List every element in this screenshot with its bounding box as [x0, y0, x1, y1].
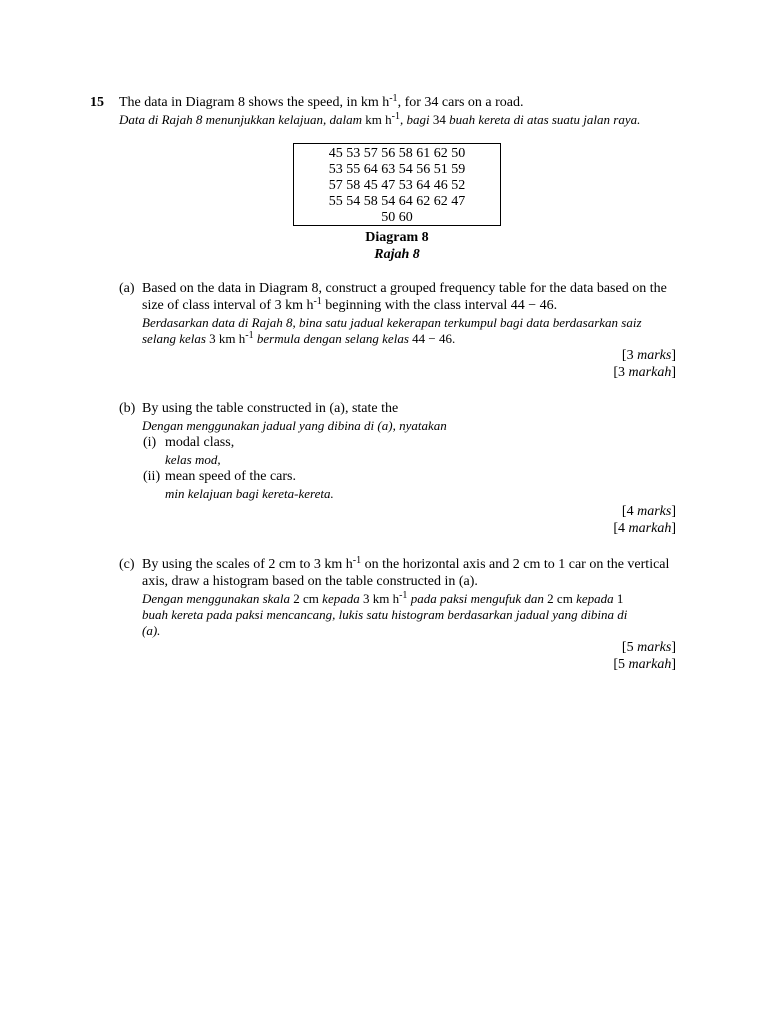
data-row: 45 53 57 56 58 61 62 50 — [328, 146, 466, 161]
part-b-item-malay: kelas mod, — [165, 452, 221, 467]
intro-english: The data in Diagram 8 shows the speed, in km $h^{-1}$, for 34 cars on a road. — [119, 93, 524, 110]
part-a-english-line1: Based on the data in Diagram 8, construct a grouped frequency table for the data based on the — [142, 281, 667, 296]
part-c-malay-line1: Dengan menggunakan skala 2 cm kepada 3 km $h^{-1}$ pada paksi mengufuk dan 2 cm kepada 1 — [142, 590, 624, 606]
part-b-item-english: modal class, — [165, 435, 235, 450]
data-row: 53 55 64 63 54 56 51 59 — [328, 162, 466, 177]
part-b-item-malay: min kelajuan bagi kereta-kereta. — [165, 486, 334, 501]
part-c-english-line2: axis, draw a histogram based on the table constructed in (a). — [142, 574, 478, 589]
part-b-english: By using the table constructed in (a), state the — [142, 401, 399, 416]
part-a-english-line2: size of class interval of 3 km $h^{-1}$ beginning with the class interval 44 − 46. — [142, 296, 558, 313]
question-number: 15 — [90, 95, 104, 110]
part-c-english-line1: By using the scales of 2 cm to 3 km $h^{-1}$ on the horizontal axis and 2 cm to 1 car on the vertical — [142, 555, 670, 572]
part-c-label: (c) — [119, 557, 135, 572]
part-c-malay-line2: buah kereta pada paksi mencancang, lukis satu histogram berdasarkan jadual yang dibina di — [142, 607, 628, 622]
part-b-item-label: (ii) — [143, 469, 161, 484]
part-a-malay-line1: Berdasarkan data di Rajah 8, bina satu jadual kekerapan terkumpul bagi data berdasarkan saiz — [142, 315, 642, 330]
part-a-malay-line2: selang kelas 3 km $h^{-1}$ bermula dengan selang kelas 44 − 46. — [142, 330, 456, 346]
part-b-item-english: mean speed of the cars. — [165, 469, 296, 484]
intro-malay: Data di Rajah 8 menunjukkan kelajuan, dalam km $h^{-1}$, bagi 34 buah kereta di atas suatu jalan raya. — [119, 111, 641, 127]
data-row: 57 58 45 47 53 64 46 52 — [328, 178, 466, 193]
diagram-caption-malay: Rajah 8 — [374, 247, 420, 262]
part-a-label: (a) — [119, 281, 135, 296]
diagram-data-box — [293, 143, 501, 226]
data-row: 50 60 — [381, 210, 413, 225]
part-c-marks-english: [5 marks] — [621, 640, 676, 655]
part-c-marks-malay: [5 markah] — [613, 657, 676, 672]
part-a-marks-english: [3 marks] — [621, 348, 676, 363]
data-row: 55 54 58 54 64 62 62 47 — [328, 194, 466, 209]
part-c-malay-line3: (a). — [142, 623, 161, 638]
part-b-marks-malay: [4 markah] — [613, 521, 676, 536]
diagram-caption-english: Diagram 8 — [365, 230, 429, 245]
part-a-marks-malay: [3 markah] — [613, 365, 676, 380]
part-b-item-label: (i) — [143, 435, 157, 450]
part-b-marks-english: [4 marks] — [621, 504, 676, 519]
part-b-malay: Dengan menggunakan jadual yang dibina di (a), nyatakan — [142, 418, 447, 433]
part-b-label: (b) — [119, 401, 136, 416]
